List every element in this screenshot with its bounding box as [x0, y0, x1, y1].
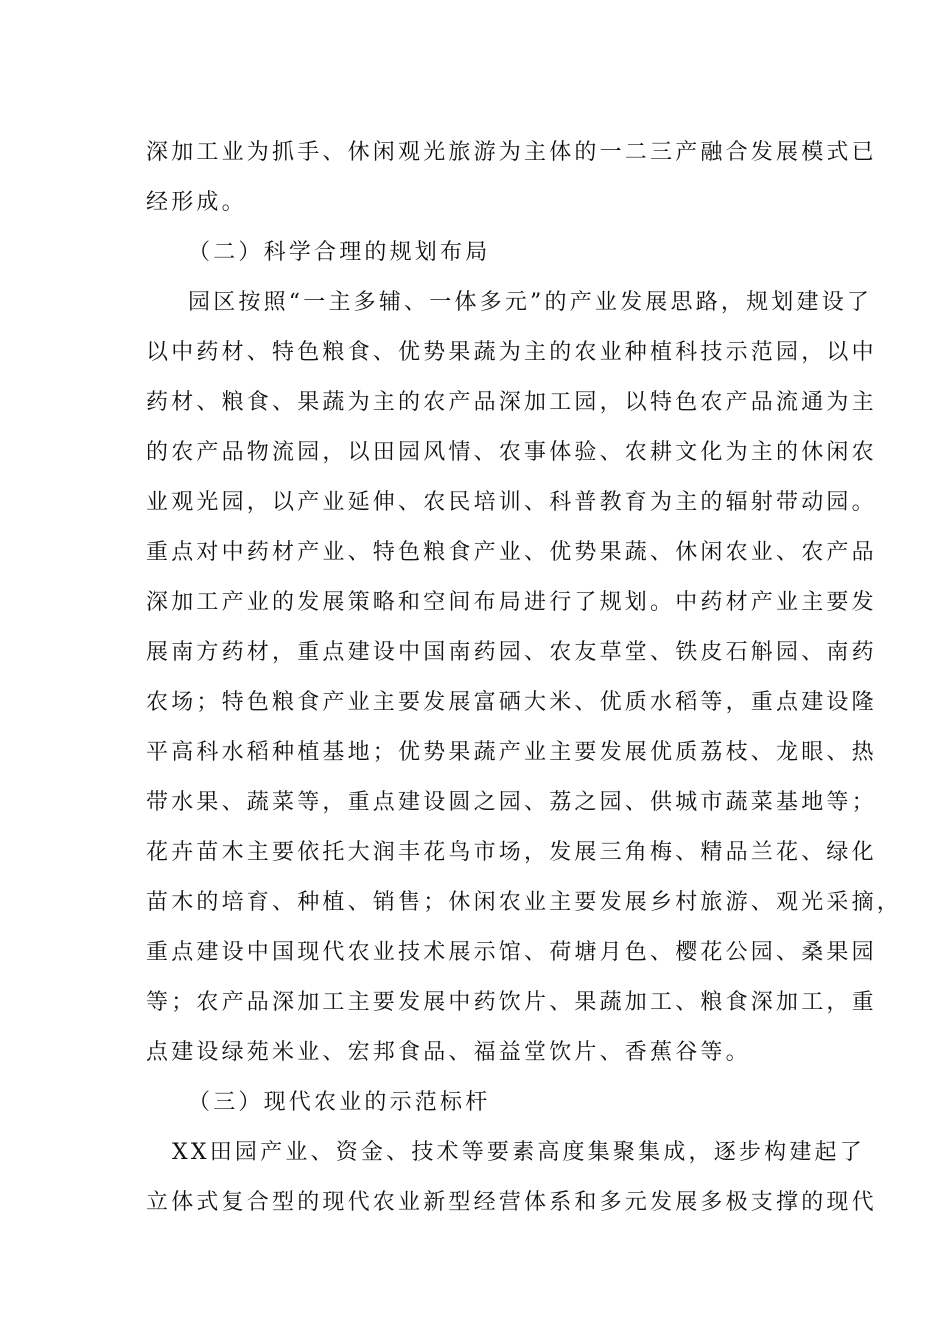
paragraph-line: 深加工产业的发展策略和空间布局进行了规划。中药材产业主要发 — [146, 590, 877, 615]
paragraph-line: XX田园产业、资金、技术等要素高度集聚集成，逐步构建起了 — [172, 1140, 865, 1165]
paragraph-line: 重点对中药材产业、特色粮食产业、优势果蔬、休闲农业、农产品 — [146, 540, 877, 565]
paragraph-line: 药材、粮食、果蔬为主的农产品深加工园，以特色农产品流通为主 — [146, 390, 877, 415]
paragraph-line: 花卉苗木主要依托大润丰花鸟市场，发展三角梅、精品兰花、绿化 — [146, 840, 877, 865]
paragraph-line: 经形成。 — [146, 190, 247, 215]
paragraph-line: 农场；特色粮食产业主要发展富硒大米、优质水稻等，重点建设隆 — [146, 690, 877, 715]
paragraph-line: 平高科水稻种植基地；优势果蔬产业主要发展优质荔枝、龙眼、热 — [146, 740, 877, 765]
paragraph-line: 展南方药材，重点建设中国南药园、农友草堂、铁皮石斛园、南药 — [146, 640, 877, 665]
paragraph-line: 以中药材、特色粮食、优势果蔬为主的农业种植科技示范园，以中 — [146, 340, 877, 365]
section-heading: （三）现代农业的示范标杆 — [188, 1090, 491, 1115]
paragraph-line: 的农产品物流园，以田园风情、农事体验、农耕文化为主的休闲农 — [146, 440, 877, 465]
paragraph-line: 深加工业为抓手、休闲观光旅游为主体的一二三产融合发展模式已 — [146, 140, 877, 165]
paragraph-line: 立体式复合型的现代农业新型经营体系和多元发展多极支撑的现代 — [146, 1190, 877, 1215]
paragraph-line: 园区按照“一主多辅、一体多元”的产业发展思路，规划建设了 — [188, 290, 873, 315]
paragraph-line: 业观光园，以产业延伸、农民培训、科普教育为主的辐射带动园。 — [146, 490, 877, 515]
paragraph-line: 带水果、蔬菜等，重点建设圆之园、荔之园、供城市蔬菜基地等； — [146, 790, 877, 815]
paragraph-line: 重点建设中国现代农业技术展示馆、荷塘月色、樱花公园、桑果园 — [146, 940, 877, 965]
paragraph-line: 点建设绿苑米业、宏邦食品、福益堂饮片、香蕉谷等。 — [146, 1040, 751, 1065]
section-heading: （二）科学合理的规划布局 — [188, 240, 491, 265]
paragraph-line: 等；农产品深加工主要发展中药饮片、果蔬加工、粮食深加工，重 — [146, 990, 877, 1015]
paragraph-line: 苗木的培育、种植、销售；休闲农业主要发展乡村旅游、观光采摘， — [146, 890, 903, 915]
